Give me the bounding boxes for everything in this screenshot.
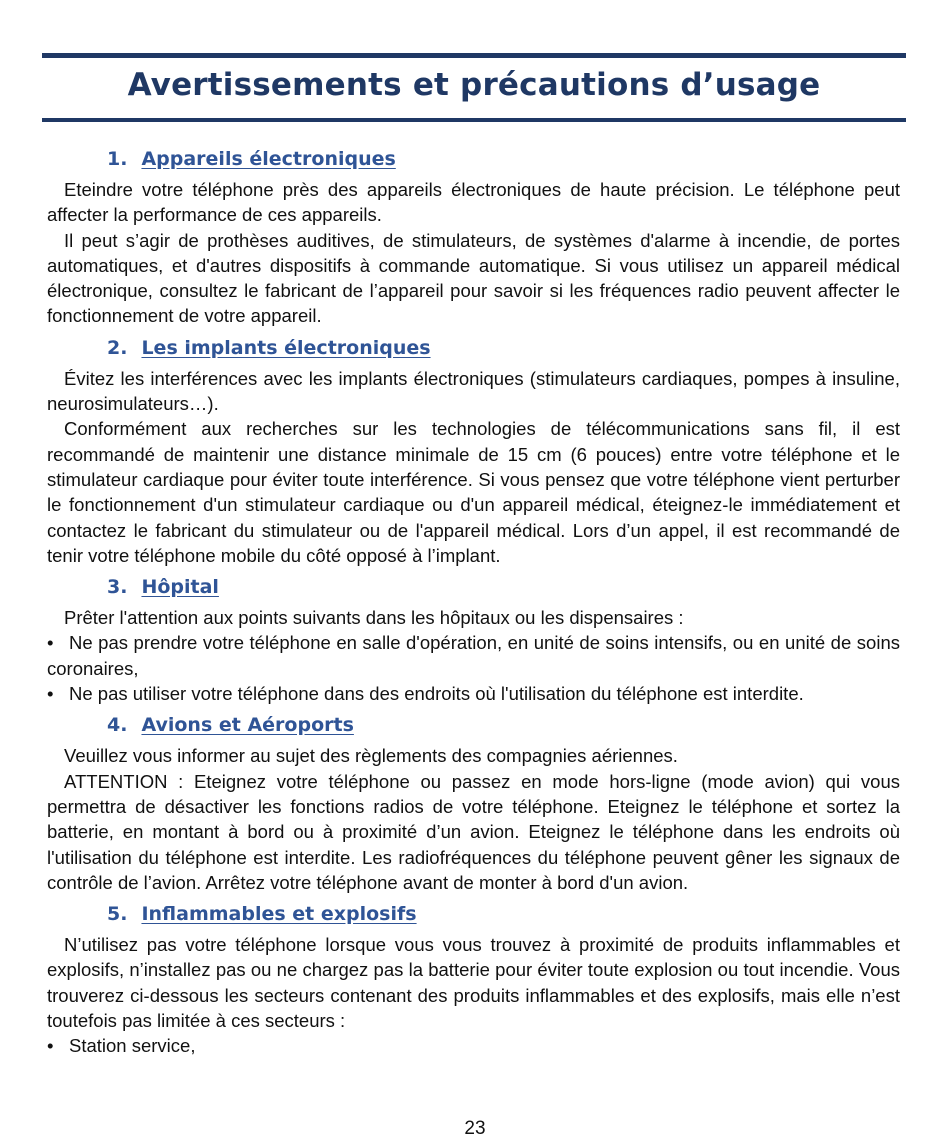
page-title: Avertissements et précautions d’usage — [127, 67, 821, 103]
section-number: 4. — [107, 714, 128, 737]
paragraph: Veuillez vous informer au sujet des règlements des compagnies aériennes. — [64, 745, 678, 767]
section-title: Avions et Aéroports — [141, 714, 354, 737]
bullet-text: Ne pas prendre votre téléphone en salle d'opération, en unité de soins intensifs, ou en unité de soins coronaires, — [47, 632, 900, 679]
section-hopital — [47, 573, 900, 706]
bullet-icon: • — [47, 683, 54, 705]
section-heading — [47, 334, 900, 362]
page-number: 23 — [464, 1118, 486, 1139]
section-appareils-electroniques — [47, 145, 900, 329]
title-bottom-rule — [42, 118, 906, 122]
section-title: Appareils électroniques — [141, 148, 396, 170]
section-heading — [47, 573, 900, 601]
section-title: Les implants électroniques — [141, 336, 431, 359]
section-title: Inflammables et explosifs — [141, 903, 417, 926]
section-number: 1. — [107, 148, 128, 170]
bullet-text: Station service, — [69, 1035, 196, 1057]
bullet-item — [47, 630, 900, 681]
paragraph: Il peut s’agir de prothèses auditives, de stimulateurs, de systèmes d'alarme à incendie, de portes automatiques, et d'autres dispositifs à commande automatique. Si vous utilisez un appareil médical électronique, consultez le fabricant de l’appareil pour savoir si les fréquences radio peuvent affecter le fonctionnement de votre appareil. — [47, 229, 900, 327]
section-inflammables-explosifs — [47, 900, 900, 1058]
title-top-rule — [42, 53, 906, 58]
section-title: Hôpital — [141, 576, 219, 599]
section-number: 3. — [107, 576, 128, 599]
bullet-item — [47, 681, 900, 706]
bullet-text: Ne pas utiliser votre téléphone dans des endroits où l'utilisation du téléphone est interdite. — [69, 683, 804, 705]
section-number: 2. — [107, 336, 128, 359]
bullet-item — [47, 1033, 900, 1058]
bullet-icon: • — [47, 1035, 54, 1057]
section-implants-electroniques — [47, 334, 900, 568]
section-number: 5. — [107, 903, 128, 926]
paragraph: ATTENTION : Eteignez votre téléphone ou passez en mode hors-ligne (mode avion) qui vous permettra de désactiver les fonctions radios de votre téléphone. Eteignez le téléphone et sortez la batterie, en montant à bord ou à proximité d’un avion. Eteignez le téléphone dans les endroits où l'utilisation du téléphone est interdite. Les radiofréquences du téléphone peuvent gêner les signaux de contrôle de l’avion. Arrêtez votre téléphone avant de monter à bord d'un avion. — [47, 770, 900, 893]
paragraph: Conformément aux recherches sur les technologies de télécommunications sans fil, il est recommandé de maintenir une distance minimale de 15 cm (6 pouces) entre votre téléphone et le stimulateur cardiaque pour éviter toute interférence. Si vous pensez que votre téléphone vient perturber le fonctionnement d'un stimulateur cardiaque ou d'un appareil médical, éteignez-le immédiatement et contactez le fabricant du stimulateur ou de l'appareil médical. Lors d’un appel, il est recommandé de tenir votre téléphone mobile du côté opposé à l’implant. — [47, 418, 900, 566]
paragraph: Évitez les interférences avec les implants électroniques (stimulateurs cardiaques, pompes à insuline, neurosimulateurs…). — [47, 367, 900, 415]
page-content — [47, 145, 900, 1059]
paragraph: Eteindre votre téléphone près des appareils électroniques de haute précision. Le téléphone peut affecter la performance de ces appareils. — [47, 179, 900, 226]
paragraph: N’utilisez pas votre téléphone lorsque vous vous trouvez à proximité de produits inflammables et explosifs, n’installez pas ou ne chargez pas la batterie pour éviter toute explosion ou tout incendie. Vous trouverez ci-dessous les secteurs contenant des produits inflammables et des explosifs, mais elle n’est toutefois pas limitée à ces secteurs : — [47, 934, 900, 1032]
section-avions-aeroports — [47, 711, 900, 895]
section-heading — [47, 711, 900, 739]
paragraph: Prêter l'attention aux points suivants dans les hôpitaux ou les dispensaires : — [64, 607, 684, 629]
bullet-icon: • — [47, 632, 54, 654]
section-heading — [47, 145, 900, 173]
section-heading — [47, 900, 900, 928]
